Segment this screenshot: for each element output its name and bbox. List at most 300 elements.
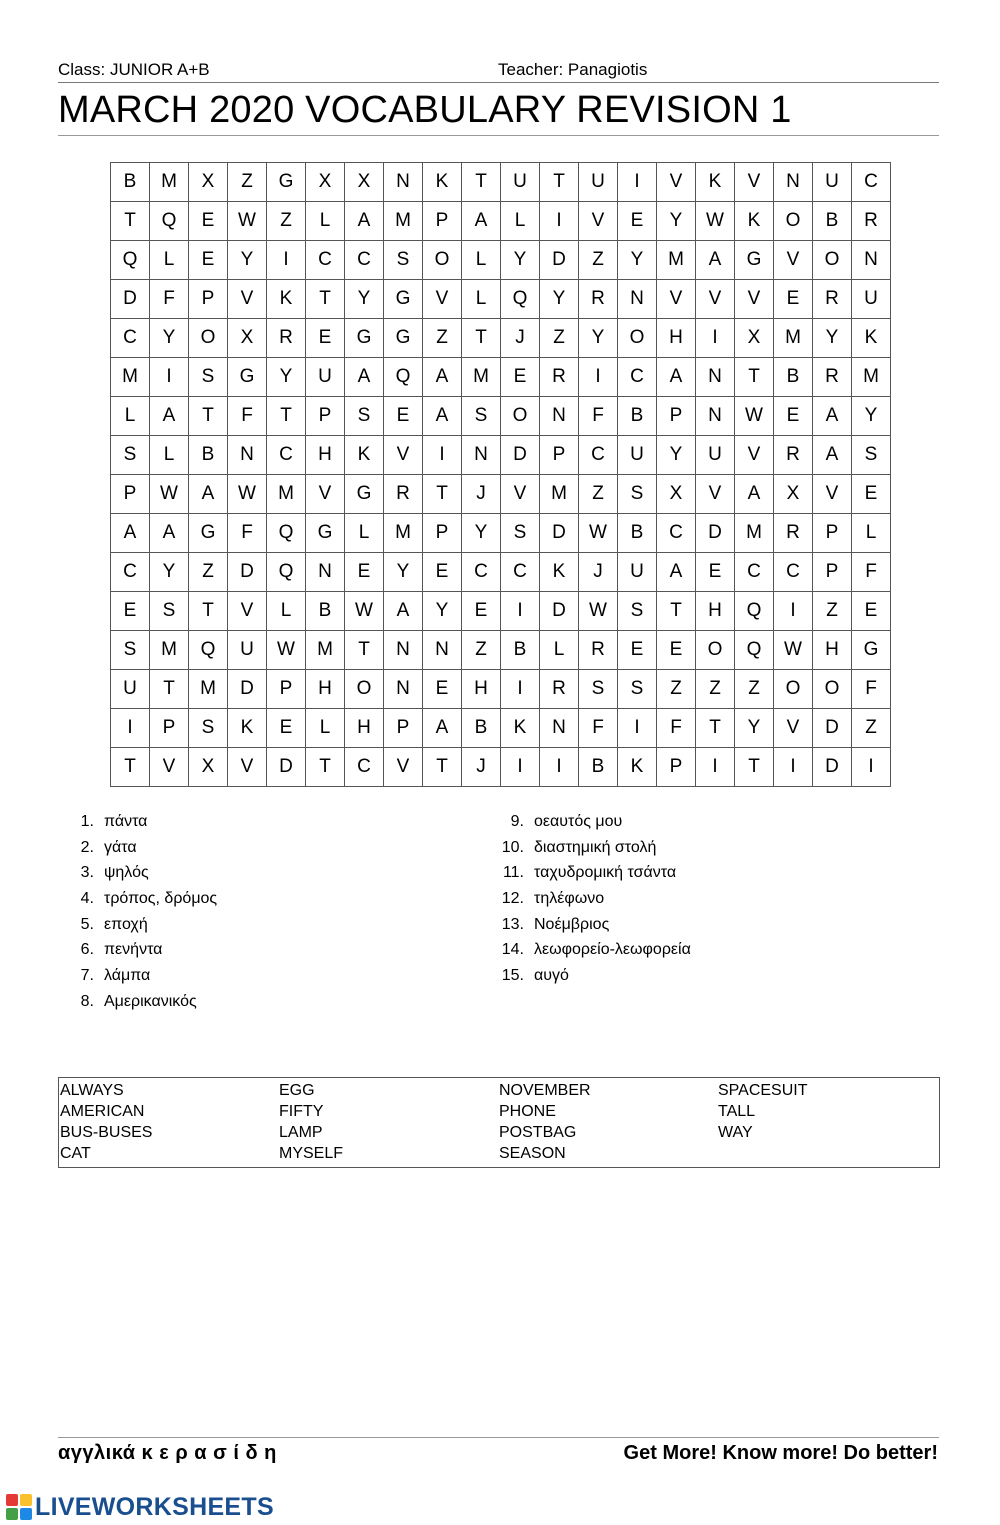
grid-cell[interactable]: A xyxy=(735,475,774,514)
grid-cell[interactable]: M xyxy=(384,514,423,553)
grid-cell[interactable]: R xyxy=(540,358,579,397)
grid-cell[interactable]: G xyxy=(384,280,423,319)
grid-cell[interactable]: T xyxy=(345,631,384,670)
grid-cell[interactable]: D xyxy=(501,436,540,475)
grid-cell[interactable]: E xyxy=(657,631,696,670)
grid-cell[interactable]: E xyxy=(696,553,735,592)
grid-cell[interactable]: V xyxy=(501,475,540,514)
grid-cell[interactable]: B xyxy=(189,436,228,475)
grid-cell[interactable]: I xyxy=(501,670,540,709)
grid-cell[interactable]: N xyxy=(423,631,462,670)
grid-cell[interactable]: J xyxy=(579,553,618,592)
grid-cell[interactable]: N xyxy=(462,436,501,475)
grid-cell[interactable]: T xyxy=(111,748,150,787)
grid-cell[interactable]: E xyxy=(774,397,813,436)
grid-cell[interactable]: Z xyxy=(813,592,852,631)
grid-cell[interactable]: J xyxy=(501,319,540,358)
liveworksheets-logo[interactable] xyxy=(6,1493,274,1521)
grid-cell[interactable]: G xyxy=(345,475,384,514)
grid-cell[interactable]: N xyxy=(540,709,579,748)
grid-cell[interactable]: A xyxy=(813,436,852,475)
grid-cell[interactable]: R xyxy=(813,280,852,319)
grid-cell[interactable]: O xyxy=(813,241,852,280)
grid-cell[interactable]: K xyxy=(228,709,267,748)
grid-cell[interactable]: Y xyxy=(735,709,774,748)
grid-cell[interactable]: Y xyxy=(579,319,618,358)
grid-cell[interactable]: C xyxy=(111,319,150,358)
grid-cell[interactable]: V xyxy=(150,748,189,787)
grid-cell[interactable]: T xyxy=(306,280,345,319)
grid-cell[interactable]: C xyxy=(774,553,813,592)
grid-cell[interactable]: C xyxy=(618,358,657,397)
grid-cell[interactable]: A xyxy=(813,397,852,436)
grid-cell[interactable]: G xyxy=(267,163,306,202)
grid-cell[interactable]: I xyxy=(501,748,540,787)
grid-cell[interactable]: X xyxy=(189,163,228,202)
grid-cell[interactable]: Z xyxy=(579,241,618,280)
grid-cell[interactable]: K xyxy=(735,202,774,241)
grid-cell[interactable]: C xyxy=(501,553,540,592)
grid-cell[interactable]: M xyxy=(657,241,696,280)
grid-cell[interactable]: O xyxy=(813,670,852,709)
grid-cell[interactable]: A xyxy=(150,397,189,436)
grid-cell[interactable]: D xyxy=(540,514,579,553)
grid-cell[interactable]: M xyxy=(306,631,345,670)
grid-cell[interactable]: U xyxy=(852,280,891,319)
grid-cell[interactable]: W xyxy=(735,397,774,436)
grid-cell[interactable]: T xyxy=(462,163,501,202)
grid-cell[interactable]: L xyxy=(345,514,384,553)
grid-cell[interactable]: Y xyxy=(540,280,579,319)
grid-cell[interactable]: V xyxy=(657,280,696,319)
grid-cell[interactable]: I xyxy=(267,241,306,280)
grid-cell[interactable]: C xyxy=(657,514,696,553)
grid-cell[interactable]: T xyxy=(189,592,228,631)
grid-cell[interactable]: H xyxy=(813,631,852,670)
grid-cell[interactable]: C xyxy=(345,241,384,280)
grid-cell[interactable]: M xyxy=(384,202,423,241)
grid-cell[interactable]: A xyxy=(423,709,462,748)
grid-cell[interactable]: U xyxy=(579,163,618,202)
grid-cell[interactable]: Y xyxy=(345,280,384,319)
grid-cell[interactable]: T xyxy=(423,748,462,787)
grid-cell[interactable]: V xyxy=(579,202,618,241)
grid-cell[interactable]: N xyxy=(696,397,735,436)
grid-cell[interactable]: V xyxy=(228,748,267,787)
grid-cell[interactable]: L xyxy=(462,280,501,319)
grid-cell[interactable]: H xyxy=(345,709,384,748)
grid-cell[interactable]: D xyxy=(228,670,267,709)
grid-cell[interactable]: E xyxy=(306,319,345,358)
grid-cell[interactable]: U xyxy=(306,358,345,397)
grid-cell[interactable]: Q xyxy=(735,592,774,631)
grid-cell[interactable]: Z xyxy=(189,553,228,592)
grid-cell[interactable]: A xyxy=(345,358,384,397)
grid-cell[interactable]: H xyxy=(306,436,345,475)
grid-cell[interactable]: L xyxy=(540,631,579,670)
grid-cell[interactable]: R xyxy=(813,358,852,397)
grid-cell[interactable]: S xyxy=(111,631,150,670)
grid-cell[interactable]: F xyxy=(657,709,696,748)
grid-cell[interactable]: E xyxy=(618,631,657,670)
grid-cell[interactable]: O xyxy=(774,202,813,241)
grid-cell[interactable]: F xyxy=(579,709,618,748)
grid-cell[interactable]: O xyxy=(696,631,735,670)
grid-cell[interactable]: Z xyxy=(540,319,579,358)
grid-cell[interactable]: V xyxy=(696,280,735,319)
grid-cell[interactable]: W xyxy=(579,592,618,631)
grid-cell[interactable]: J xyxy=(462,475,501,514)
grid-cell[interactable]: B xyxy=(501,631,540,670)
grid-cell[interactable]: Q xyxy=(111,241,150,280)
grid-cell[interactable]: S xyxy=(618,592,657,631)
grid-cell[interactable]: G xyxy=(228,358,267,397)
grid-cell[interactable]: T xyxy=(735,748,774,787)
grid-cell[interactable]: K xyxy=(267,280,306,319)
grid-cell[interactable]: W xyxy=(150,475,189,514)
grid-cell[interactable]: M xyxy=(852,358,891,397)
grid-cell[interactable]: W xyxy=(228,475,267,514)
grid-cell[interactable]: Q xyxy=(501,280,540,319)
grid-cell[interactable]: V xyxy=(228,280,267,319)
grid-cell[interactable]: A xyxy=(696,241,735,280)
grid-cell[interactable]: W xyxy=(345,592,384,631)
grid-cell[interactable]: R xyxy=(579,280,618,319)
grid-cell[interactable]: T xyxy=(540,163,579,202)
grid-cell[interactable]: P xyxy=(384,709,423,748)
grid-cell[interactable]: S xyxy=(345,397,384,436)
grid-cell[interactable]: P xyxy=(423,514,462,553)
grid-cell[interactable]: B xyxy=(462,709,501,748)
grid-cell[interactable]: V xyxy=(735,436,774,475)
grid-cell[interactable]: E xyxy=(423,670,462,709)
grid-cell[interactable]: M xyxy=(735,514,774,553)
grid-cell[interactable]: C xyxy=(735,553,774,592)
grid-cell[interactable]: Z xyxy=(228,163,267,202)
grid-cell[interactable]: X xyxy=(228,319,267,358)
grid-cell[interactable]: N xyxy=(540,397,579,436)
grid-cell[interactable]: C xyxy=(345,748,384,787)
grid-cell[interactable]: Y xyxy=(852,397,891,436)
grid-cell[interactable]: B xyxy=(774,358,813,397)
grid-cell[interactable]: Y xyxy=(657,202,696,241)
grid-cell[interactable]: E xyxy=(852,592,891,631)
grid-cell[interactable]: L xyxy=(267,592,306,631)
grid-cell[interactable]: E xyxy=(423,553,462,592)
grid-cell[interactable]: S xyxy=(189,709,228,748)
grid-cell[interactable]: I xyxy=(618,709,657,748)
grid-cell[interactable]: M xyxy=(267,475,306,514)
grid-cell[interactable]: R xyxy=(774,514,813,553)
grid-cell[interactable]: W xyxy=(696,202,735,241)
word-search-grid[interactable] xyxy=(110,162,891,787)
grid-cell[interactable]: T xyxy=(735,358,774,397)
grid-cell[interactable]: A xyxy=(111,514,150,553)
grid-cell[interactable]: I xyxy=(852,748,891,787)
grid-cell[interactable]: N xyxy=(306,553,345,592)
grid-cell[interactable]: I xyxy=(618,163,657,202)
grid-cell[interactable]: T xyxy=(189,397,228,436)
grid-cell[interactable]: O xyxy=(774,670,813,709)
grid-cell[interactable]: J xyxy=(462,748,501,787)
grid-cell[interactable]: T xyxy=(423,475,462,514)
grid-cell[interactable]: G xyxy=(384,319,423,358)
grid-cell[interactable]: R xyxy=(267,319,306,358)
grid-cell[interactable]: V xyxy=(735,163,774,202)
grid-cell[interactable]: E xyxy=(462,592,501,631)
grid-cell[interactable]: O xyxy=(501,397,540,436)
grid-cell[interactable]: N xyxy=(384,631,423,670)
grid-cell[interactable]: N xyxy=(774,163,813,202)
grid-cell[interactable]: P xyxy=(657,397,696,436)
grid-cell[interactable]: Z xyxy=(267,202,306,241)
grid-cell[interactable]: N xyxy=(618,280,657,319)
grid-cell[interactable]: H xyxy=(657,319,696,358)
grid-cell[interactable]: A xyxy=(462,202,501,241)
grid-cell[interactable]: M xyxy=(462,358,501,397)
grid-cell[interactable]: L xyxy=(306,709,345,748)
grid-cell[interactable]: I xyxy=(501,592,540,631)
grid-cell[interactable]: F xyxy=(852,670,891,709)
grid-cell[interactable]: S xyxy=(579,670,618,709)
grid-cell[interactable]: P xyxy=(150,709,189,748)
grid-cell[interactable]: U xyxy=(813,163,852,202)
grid-cell[interactable]: V xyxy=(774,241,813,280)
grid-cell[interactable]: V xyxy=(774,709,813,748)
grid-cell[interactable]: Z xyxy=(657,670,696,709)
grid-cell[interactable]: Y xyxy=(267,358,306,397)
grid-cell[interactable]: A xyxy=(345,202,384,241)
grid-cell[interactable]: A xyxy=(150,514,189,553)
grid-cell[interactable]: M xyxy=(150,163,189,202)
grid-cell[interactable]: T xyxy=(111,202,150,241)
grid-cell[interactable]: X xyxy=(735,319,774,358)
grid-cell[interactable]: I xyxy=(111,709,150,748)
grid-cell[interactable]: K xyxy=(423,163,462,202)
grid-cell[interactable]: P xyxy=(813,553,852,592)
grid-cell[interactable]: G xyxy=(852,631,891,670)
grid-cell[interactable]: L xyxy=(111,397,150,436)
grid-cell[interactable]: I xyxy=(579,358,618,397)
grid-cell[interactable]: Q xyxy=(189,631,228,670)
grid-cell[interactable]: G xyxy=(735,241,774,280)
grid-cell[interactable]: V xyxy=(423,280,462,319)
grid-cell[interactable]: A xyxy=(423,397,462,436)
grid-cell[interactable]: I xyxy=(540,202,579,241)
grid-cell[interactable]: F xyxy=(852,553,891,592)
grid-cell[interactable]: K xyxy=(696,163,735,202)
grid-cell[interactable]: U xyxy=(696,436,735,475)
grid-cell[interactable]: D xyxy=(228,553,267,592)
grid-cell[interactable]: V xyxy=(384,436,423,475)
grid-cell[interactable]: Y xyxy=(150,553,189,592)
grid-cell[interactable]: E xyxy=(267,709,306,748)
grid-cell[interactable]: W xyxy=(774,631,813,670)
grid-cell[interactable]: N xyxy=(228,436,267,475)
grid-cell[interactable]: R xyxy=(540,670,579,709)
grid-cell[interactable]: H xyxy=(462,670,501,709)
grid-cell[interactable]: Y xyxy=(462,514,501,553)
grid-cell[interactable]: U xyxy=(618,553,657,592)
grid-cell[interactable]: E xyxy=(111,592,150,631)
grid-cell[interactable]: X xyxy=(774,475,813,514)
grid-cell[interactable]: R xyxy=(384,475,423,514)
grid-cell[interactable]: N xyxy=(384,163,423,202)
grid-cell[interactable]: M xyxy=(111,358,150,397)
grid-cell[interactable]: M xyxy=(774,319,813,358)
grid-cell[interactable]: D xyxy=(813,709,852,748)
grid-cell[interactable]: G xyxy=(306,514,345,553)
grid-cell[interactable]: C xyxy=(267,436,306,475)
grid-cell[interactable]: B xyxy=(306,592,345,631)
grid-cell[interactable]: K xyxy=(618,748,657,787)
grid-cell[interactable]: V xyxy=(228,592,267,631)
grid-cell[interactable]: P xyxy=(306,397,345,436)
grid-cell[interactable]: F xyxy=(228,514,267,553)
grid-cell[interactable]: S xyxy=(111,436,150,475)
grid-cell[interactable]: P xyxy=(189,280,228,319)
grid-cell[interactable]: G xyxy=(345,319,384,358)
grid-cell[interactable]: R xyxy=(852,202,891,241)
grid-cell[interactable]: E xyxy=(618,202,657,241)
grid-cell[interactable]: I xyxy=(150,358,189,397)
grid-cell[interactable]: Q xyxy=(735,631,774,670)
grid-cell[interactable]: M xyxy=(189,670,228,709)
grid-cell[interactable]: F xyxy=(150,280,189,319)
grid-cell[interactable]: E xyxy=(189,241,228,280)
grid-cell[interactable]: T xyxy=(150,670,189,709)
grid-cell[interactable]: T xyxy=(696,709,735,748)
grid-cell[interactable]: P xyxy=(423,202,462,241)
grid-cell[interactable]: S xyxy=(852,436,891,475)
grid-cell[interactable]: Y xyxy=(228,241,267,280)
grid-cell[interactable]: Q xyxy=(267,553,306,592)
grid-cell[interactable]: S xyxy=(462,397,501,436)
grid-cell[interactable]: L xyxy=(306,202,345,241)
grid-cell[interactable]: C xyxy=(306,241,345,280)
grid-cell[interactable]: S xyxy=(501,514,540,553)
grid-cell[interactable]: M xyxy=(150,631,189,670)
grid-cell[interactable]: C xyxy=(852,163,891,202)
grid-cell[interactable]: P xyxy=(540,436,579,475)
grid-cell[interactable]: N xyxy=(696,358,735,397)
grid-cell[interactable]: G xyxy=(189,514,228,553)
grid-cell[interactable]: Z xyxy=(852,709,891,748)
grid-cell[interactable]: H xyxy=(306,670,345,709)
grid-cell[interactable]: Q xyxy=(267,514,306,553)
grid-cell[interactable]: Y xyxy=(657,436,696,475)
grid-cell[interactable]: F xyxy=(579,397,618,436)
grid-cell[interactable]: R xyxy=(579,631,618,670)
grid-cell[interactable]: N xyxy=(384,670,423,709)
grid-cell[interactable]: A xyxy=(189,475,228,514)
grid-cell[interactable]: P xyxy=(813,514,852,553)
grid-cell[interactable]: I xyxy=(540,748,579,787)
grid-cell[interactable]: O xyxy=(345,670,384,709)
grid-cell[interactable]: C xyxy=(579,436,618,475)
grid-cell[interactable]: V xyxy=(813,475,852,514)
grid-cell[interactable]: O xyxy=(423,241,462,280)
grid-cell[interactable]: D xyxy=(111,280,150,319)
grid-cell[interactable]: E xyxy=(189,202,228,241)
grid-cell[interactable]: S xyxy=(189,358,228,397)
grid-cell[interactable]: H xyxy=(696,592,735,631)
grid-cell[interactable]: U xyxy=(111,670,150,709)
grid-cell[interactable]: N xyxy=(852,241,891,280)
grid-cell[interactable]: S xyxy=(618,670,657,709)
grid-cell[interactable]: E xyxy=(384,397,423,436)
grid-cell[interactable]: D xyxy=(813,748,852,787)
grid-cell[interactable]: A xyxy=(657,553,696,592)
grid-cell[interactable]: F xyxy=(228,397,267,436)
grid-cell[interactable]: Q xyxy=(150,202,189,241)
grid-cell[interactable]: A xyxy=(384,592,423,631)
grid-cell[interactable]: X xyxy=(189,748,228,787)
grid-cell[interactable]: W xyxy=(579,514,618,553)
grid-cell[interactable]: R xyxy=(774,436,813,475)
grid-cell[interactable]: K xyxy=(345,436,384,475)
grid-cell[interactable]: Z xyxy=(735,670,774,709)
grid-cell[interactable]: Y xyxy=(150,319,189,358)
grid-cell[interactable]: Z xyxy=(423,319,462,358)
grid-cell[interactable]: W xyxy=(267,631,306,670)
grid-cell[interactable]: S xyxy=(384,241,423,280)
grid-cell[interactable]: W xyxy=(228,202,267,241)
grid-cell[interactable]: S xyxy=(618,475,657,514)
grid-cell[interactable]: C xyxy=(462,553,501,592)
grid-cell[interactable]: V xyxy=(696,475,735,514)
grid-cell[interactable]: B xyxy=(111,163,150,202)
grid-cell[interactable]: C xyxy=(111,553,150,592)
grid-cell[interactable]: A xyxy=(423,358,462,397)
grid-cell[interactable]: V xyxy=(735,280,774,319)
grid-cell[interactable]: L xyxy=(501,202,540,241)
grid-cell[interactable]: O xyxy=(618,319,657,358)
grid-cell[interactable]: Z xyxy=(579,475,618,514)
grid-cell[interactable]: Y xyxy=(618,241,657,280)
grid-cell[interactable]: U xyxy=(228,631,267,670)
grid-cell[interactable]: A xyxy=(657,358,696,397)
grid-cell[interactable]: K xyxy=(852,319,891,358)
grid-cell[interactable]: E xyxy=(345,553,384,592)
grid-cell[interactable]: D xyxy=(540,241,579,280)
grid-cell[interactable]: L xyxy=(462,241,501,280)
grid-cell[interactable]: X xyxy=(345,163,384,202)
grid-cell[interactable]: V xyxy=(306,475,345,514)
grid-cell[interactable]: K xyxy=(540,553,579,592)
grid-cell[interactable]: Y xyxy=(501,241,540,280)
grid-cell[interactable]: Z xyxy=(696,670,735,709)
grid-cell[interactable]: T xyxy=(306,748,345,787)
grid-cell[interactable]: E xyxy=(774,280,813,319)
grid-cell[interactable]: Z xyxy=(462,631,501,670)
grid-cell[interactable]: E xyxy=(852,475,891,514)
grid-cell[interactable]: D xyxy=(540,592,579,631)
grid-cell[interactable]: T xyxy=(267,397,306,436)
grid-cell[interactable]: B xyxy=(579,748,618,787)
grid-cell[interactable]: I xyxy=(774,592,813,631)
grid-cell[interactable]: V xyxy=(384,748,423,787)
grid-cell[interactable]: T xyxy=(462,319,501,358)
grid-cell[interactable]: K xyxy=(501,709,540,748)
grid-cell[interactable]: L xyxy=(150,436,189,475)
grid-cell[interactable]: I xyxy=(696,748,735,787)
grid-cell[interactable]: P xyxy=(657,748,696,787)
grid-cell[interactable]: B xyxy=(813,202,852,241)
grid-cell[interactable]: Y xyxy=(423,592,462,631)
grid-cell[interactable]: Q xyxy=(384,358,423,397)
grid-cell[interactable]: I xyxy=(696,319,735,358)
